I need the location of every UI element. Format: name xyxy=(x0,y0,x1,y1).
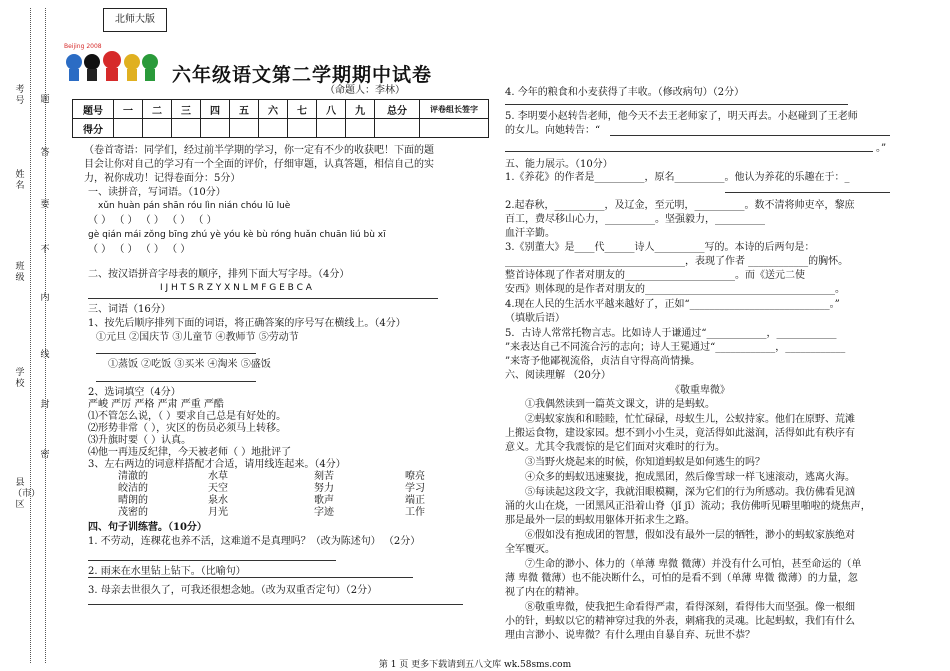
question-5-3-line-1[interactable]: 3.《别董大》是____代______诗人__________写的。本诗的后两句是： xyxy=(505,242,815,253)
reading-paragraph-2: 意义。尤其令我震惊的是它们面对灾难时的行为。 xyxy=(505,442,725,453)
page-footer: 第 1 页 更多下载请到五八文库 wk.58sms.com xyxy=(378,660,572,670)
question-5-3-line-2[interactable]: ____________________________________，表现了作者 ____________的胸怀。 xyxy=(505,256,849,267)
section-6-heading: 六、阅读理解 （20分） xyxy=(505,370,611,381)
answer-line[interactable] xyxy=(725,192,890,193)
edition-box: 北师大版 xyxy=(103,8,167,32)
olympic-mascots-logo xyxy=(62,40,162,87)
reading-paragraph-5: 那是最外一层的蚂蚁用躯体开拓求生之路。 xyxy=(505,515,695,526)
match-item[interactable]: 学习 xyxy=(405,483,425,494)
score-header-cell: 评卷组长签字 xyxy=(420,100,489,119)
reading-paragraph-1: ①我偶然读到一篇英文课文，讲的是蚂蚁。 xyxy=(525,399,715,410)
reading-paragraph-7: 视了内在的精神。 xyxy=(505,587,585,598)
question-5-3-line-3[interactable]: 整首诗体现了作者对朋友的______________________。而《送元二使 xyxy=(505,270,805,281)
match-item[interactable]: 嘹亮 xyxy=(405,471,425,482)
score-header-cell: 二 xyxy=(143,100,172,119)
sidebar-seal-4: 不 xyxy=(40,245,50,255)
sidebar-label-school: 学校 xyxy=(15,368,25,389)
sidebar-seal-2: 答 xyxy=(40,148,50,158)
score-cell xyxy=(317,119,346,138)
score-header-cell: 一 xyxy=(114,100,143,119)
match-item[interactable]: 月光 xyxy=(208,507,228,518)
answer-line[interactable] xyxy=(505,104,848,105)
sidebar-seal-7: 封 xyxy=(40,400,50,410)
reading-paragraph-7: ⑦生命的渺小、体力的（单薄 卑微 微薄）并没有什么可怕，甚至命运的（单 xyxy=(525,559,862,570)
score-table xyxy=(72,99,489,138)
question-5-5-line-2[interactable]: ”来表达自己不同流合污的志向；诗人王冕通过“____________，____________ xyxy=(505,342,846,353)
question-3-1: 1、按先后顺序排列下面的词语，将正确答案的序号写在横线上。（4分） xyxy=(88,318,406,329)
pinyin-row-2: gè qián mái zǒng bīng zhú yè yóu kè bù róng huǎn chuān liú bù xī xyxy=(88,230,386,240)
reading-paragraph-5: ⑤每读起这段文字，我就泪眼模糊，深为它们的行为所感动。我仿佛看见汹 xyxy=(525,487,855,498)
match-item[interactable]: 水草 xyxy=(208,471,228,482)
score-row-label: 得分 xyxy=(73,119,114,138)
question-5-4[interactable]: 4.现在人民的生活水平越来越好了，正如“____________________________。” xyxy=(505,299,840,310)
question-4-1: 1. 不劳动，连稞花也养不活，这难道不是真理吗？（改为陈述句） （2分） xyxy=(88,536,421,547)
question-5-2-line-2[interactable]: 百工，费尽移山心力，__________。坚强毅力，__________ xyxy=(505,214,765,225)
section-1-heading: 一、读拼音，写词语。（10分） xyxy=(88,187,226,198)
score-table-header-row xyxy=(73,100,489,119)
reading-paragraph-8: 理由言渺小、说卑微？有什么理由自暴自弃、玩世不恭？ xyxy=(505,630,755,641)
sidebar-label-name: 姓名 xyxy=(15,170,25,191)
score-cell xyxy=(288,119,317,138)
answer-brackets-1[interactable]: （ ） （ ） （ ） （ ） （ ） xyxy=(88,215,217,226)
answer-line[interactable] xyxy=(505,151,873,152)
sidebar-seal-8: 密 xyxy=(40,450,50,460)
match-item[interactable]: 刻苦 xyxy=(314,471,334,482)
score-header-cell: 七 xyxy=(288,100,317,119)
question-3-1-options-a: ①元旦 ②国庆节 ③儿童节 ④教师节 ⑤劳动节 xyxy=(96,332,299,343)
sidebar-seal-5: 内 xyxy=(40,293,50,303)
score-cell xyxy=(420,119,489,138)
reading-paragraph-7: 薄 卑微 微薄）也不能决断什么，可怕的是看不到（单薄 卑微 微薄）的力量，忽 xyxy=(505,573,858,584)
intro-line-1: （卷首寄语：同学们，经过前半学期的学习，你一定有不少的收获吧！下面的题 xyxy=(84,145,434,156)
answer-brackets-2[interactable]: （ ） （ ） （ ） （ ） xyxy=(88,244,191,255)
sidebar-label-class: 班级 xyxy=(15,262,25,283)
pinyin-row-1: xǔn huàn pán shān róu lìn nián chóu lū luè xyxy=(98,201,291,211)
sidebar-seal-3: 要 xyxy=(40,200,50,210)
question-4-4: 4. 今年的粮食和小麦获得了丰收。（修改病句）（2分） xyxy=(505,87,745,98)
word-choices: 严峻 严厉 严格 严肃 严重 严酷 xyxy=(88,399,224,410)
score-table-score-row xyxy=(73,119,489,138)
score-cell xyxy=(201,119,230,138)
question-4-3: 3. 母亲去世很久了，可我还很想念她。（改为双重否定句）（2分） xyxy=(88,585,378,596)
answer-line[interactable] xyxy=(88,604,463,605)
section-3-heading: 三、词语（16分） xyxy=(88,304,171,315)
score-cell xyxy=(259,119,288,138)
section-2-heading: 二、按汉语拼音字母表的顺序，排列下面大写字母。（4分） xyxy=(88,269,350,280)
reading-paragraph-8: 小的针，蚂蚁以它的精神穿过我的外表，刺痛我的灵魂。比起蚂蚁，我们有什么 xyxy=(505,616,855,627)
question-5-5-line-1[interactable]: 5．古诗人常常托物言志。比如诗人于谦通过“____________，____________ xyxy=(505,328,837,339)
sidebar-seal-6: 线 xyxy=(40,350,50,360)
score-header-cell: 六 xyxy=(259,100,288,119)
score-cell xyxy=(172,119,201,138)
match-item[interactable]: 泉水 xyxy=(208,495,228,506)
reading-title: 《敬重卑微》 xyxy=(670,385,730,396)
answer-line[interactable] xyxy=(88,560,336,561)
question-4-5-close: 。” xyxy=(876,143,887,154)
letter-sequence: I J H T S R Z Y X N L M F G E B C A xyxy=(160,283,312,293)
question-5-4-hint: （填歇后语） xyxy=(505,313,565,324)
match-item[interactable]: 晴朗的 xyxy=(118,495,148,506)
fill-blank-2[interactable]: ⑵形势非常（ ），灾区的伤员必须马上转移。 xyxy=(88,423,287,434)
match-item[interactable]: 清澈的 xyxy=(118,471,148,482)
reading-paragraph-3: ③当野火烧起来的时候，你知道蚂蚁是如何逃生的吗？ xyxy=(525,457,765,468)
question-5-3-line-4[interactable]: 安西》则体现的是作者对朋友的______________________________________。 xyxy=(505,284,845,295)
intro-line-3: 力，祝你成功！记得卷面分：5分） xyxy=(84,173,241,184)
match-item[interactable]: 字迹 xyxy=(314,507,334,518)
reading-paragraph-6: ⑥假如没有抱成团的智慧，假如没有最外一层的牺牲，渺小的蚂蚁家族绝对 xyxy=(525,530,855,541)
score-header-cell: 总分 xyxy=(375,100,420,119)
intro-line-2: 目会让你对自己的学习有一个全面的评价，仔细审题，认真答题，相信自己的实 xyxy=(84,159,434,170)
match-item[interactable]: 皎洁的 xyxy=(118,483,148,494)
score-header-cell: 九 xyxy=(346,100,375,119)
question-5-1[interactable]: 1.《养花》的作者是__________，原名__________。他认为养花的乐趣在于：_ xyxy=(505,172,850,183)
reading-paragraph-5: 涌的火山在烧，一团黑风正沿着山脊（jǐ jī）流动；我仿佛听见噼里啪啦的烧焦声， xyxy=(505,501,871,512)
sidebar-label-district: 县（市）区 xyxy=(13,478,41,510)
match-item[interactable]: 努力 xyxy=(314,483,334,494)
answer-line[interactable] xyxy=(88,577,413,578)
score-header-cell: 题号 xyxy=(73,100,114,119)
answer-line[interactable] xyxy=(96,381,256,382)
match-item[interactable]: 工作 xyxy=(405,507,425,518)
match-item[interactable]: 天空 xyxy=(208,483,228,494)
sidebar-seal-1: 题 xyxy=(40,95,50,105)
reading-paragraph-2: 上搬运食物，建设家园。想不到小小生灵，竟活得如此滋润，活得如此有秩序有 xyxy=(505,428,855,439)
question-4-2: 2. 雨来在水里钻上钻下。（比喻句） xyxy=(88,566,246,577)
answer-line[interactable] xyxy=(96,353,256,354)
match-item[interactable]: 歌声 xyxy=(314,495,334,506)
score-cell xyxy=(346,119,375,138)
answer-line[interactable] xyxy=(610,135,890,136)
question-4-5-line-2: 的女儿。向她转告：“ xyxy=(505,125,601,136)
page-title: 六年级语文第二学期期中试卷 xyxy=(172,64,433,86)
question-5-2-line-3: 血汗辛勤。 xyxy=(505,228,555,239)
score-header-cell: 五 xyxy=(230,100,259,119)
section-4-heading: 四、句子训练营。（10分） xyxy=(88,522,207,533)
score-header-cell: 三 xyxy=(172,100,201,119)
sidebar-label-exam-no: 考号 xyxy=(15,85,25,106)
answer-line[interactable] xyxy=(88,298,438,299)
reading-paragraph-2: ②蚂蚁家族和和睦睦，忙忙碌碌，母蚁生儿，公蚁持家。他们在原野、荒滩 xyxy=(525,414,855,425)
question-5-2-line-1[interactable]: 2.起春秋，__________，及辽金，至元明，__________。数不清将帅吏卒，黎庶 xyxy=(505,200,855,211)
fill-blank-3[interactable]: ⑶升旗时要（ ）认真。 xyxy=(88,435,192,446)
question-3-3: 3、左右两边的词意样搭配才合适，请用线连起来。（4分） xyxy=(88,459,346,470)
author-line: （命题人：李林） xyxy=(325,85,405,96)
match-item[interactable]: 茂密的 xyxy=(118,507,148,518)
score-cell xyxy=(114,119,143,138)
binding-line-outer xyxy=(30,8,31,663)
reading-paragraph-6: 全军覆灭。 xyxy=(505,544,555,555)
binding-line-inner xyxy=(45,8,46,663)
question-3-2: 2、选词填空（4分） xyxy=(88,387,181,398)
match-item[interactable]: 端正 xyxy=(405,495,425,506)
fill-blank-4[interactable]: ⑷他一再违反纪律，今天被老师（ ）地批评了 xyxy=(88,447,292,458)
question-3-1-options-b: ①蒸饭 ②吃饭 ③买米 ④淘米 ⑤盛饭 xyxy=(108,359,271,370)
fill-blank-1[interactable]: ⑴不管怎么说，（ ）要求自己总是有好处的。 xyxy=(88,411,287,422)
logo-caption: Beijing 2008 xyxy=(64,43,102,50)
section-5-heading: 五、能力展示。（10分） xyxy=(505,159,613,170)
score-cell xyxy=(143,119,172,138)
score-header-cell: 八 xyxy=(317,100,346,119)
question-4-5-line-1: 5. 李明要小赵转告老师，他今天不去王老师家了，明天再去。小赵碰到了王老师 xyxy=(505,111,858,122)
question-5-5-line-3: ”来寄予他鄙视流俗，贞洁自守得高尚情操。 xyxy=(505,356,701,367)
reading-paragraph-4: ④众多的蚂蚁迅速聚拢，抱成黑团，然后像雪球一样飞速滚动，逃离火海。 xyxy=(525,472,855,483)
score-cell xyxy=(375,119,420,138)
score-cell xyxy=(230,119,259,138)
reading-paragraph-8: ⑧敬重卑微，使我把生命看得严肃，看得深刻，看得伟大而坚强。像一根细 xyxy=(525,602,855,613)
score-header-cell: 四 xyxy=(201,100,230,119)
